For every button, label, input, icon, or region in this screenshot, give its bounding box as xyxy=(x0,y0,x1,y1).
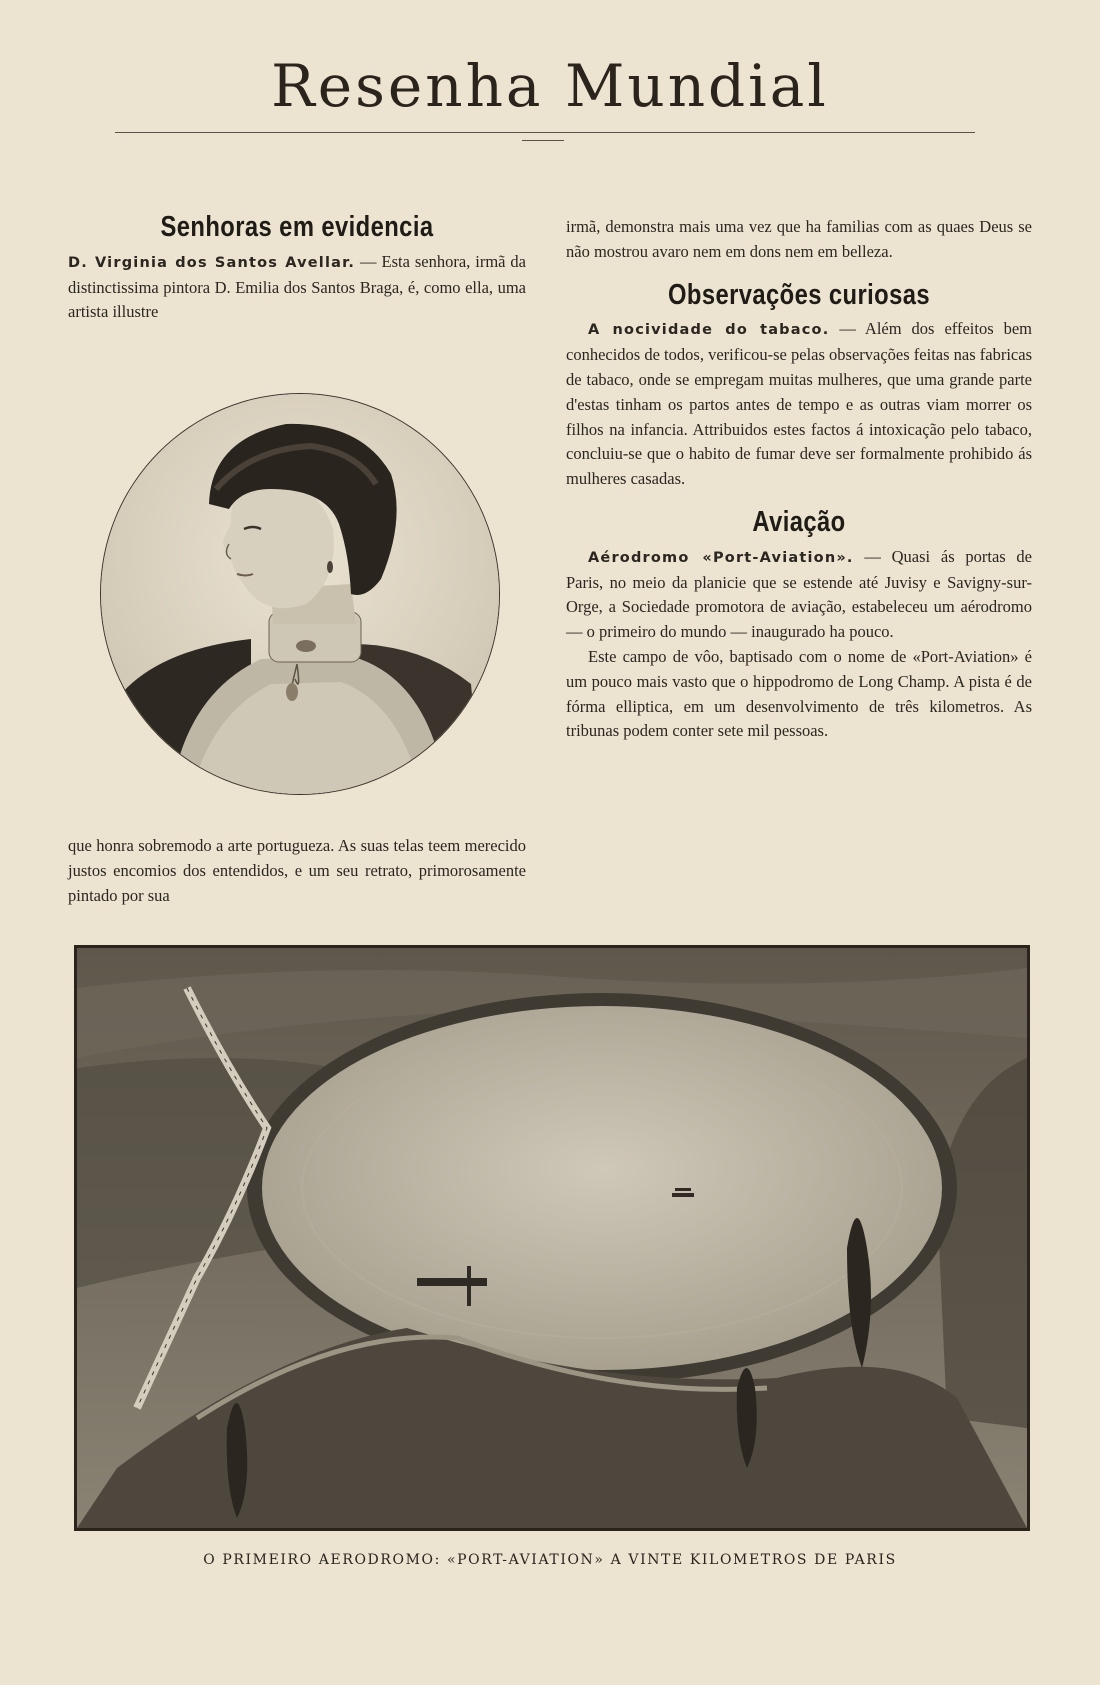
masthead-rule xyxy=(115,132,975,133)
left-column xyxy=(68,211,527,325)
article-text: — Além dos effeitos bem conhecidos de todos, verificou-se pelas observações feitas nas fabricas de tabaco, onde se empregam muitas mulheres, que uma grande parte d'estas tinham os partos antes de tempo e as outras viam morrer os filhos na infancia. Attribuidos estes factos á intoxicação pelo tabaco, concluiu-se que o habito de fumar deve ser formalmente prohibido ás mulheres casadas. xyxy=(566,319,1032,489)
article-text: que honra sobremodo a arte portugueza. As suas telas teem merecido justos encomios dos entendidos, e um seu retrato, primorosamente pintado por sua xyxy=(68,836,526,905)
article-lead-tabaco: A nocividade do tabaco. xyxy=(588,322,830,339)
article-lead-aerodromo: Aérodromo «Port-Aviation». xyxy=(588,549,854,566)
masthead-title: Resenha Mundial xyxy=(271,52,829,120)
section-heading-senhoras: Senhoras em evidencia xyxy=(160,211,434,243)
portrait-image xyxy=(101,394,499,794)
left-column-continued xyxy=(68,834,526,908)
aerodrome-image xyxy=(77,948,1027,1528)
illustration-caption: O PRIMEIRO AERODROMO: «PORT-AVIATION» A VINTE KILOMETROS DE PARIS xyxy=(203,1552,897,1568)
masthead-rule-accent xyxy=(522,140,564,141)
article-continuation: irmã, demonstra mais uma vez que ha familias com as quaes Deus se não mostrou avaro nem em dons nem em belleza. xyxy=(566,217,1032,261)
article-lead-name: D. Virginia dos Santos Avellar. xyxy=(68,254,356,271)
section-heading-observacoes: Observações curiosas xyxy=(667,278,930,311)
article-senhoras-intro xyxy=(68,250,526,325)
article-aerodromo xyxy=(566,545,1032,645)
portrait-photo xyxy=(100,393,500,795)
right-column xyxy=(566,215,1032,744)
article-text: — Esta senhora, irmã da distinctissima pintora D. Emilia dos Santos Braga, é, como ella, uma artista illustre xyxy=(68,251,527,322)
article-tabaco xyxy=(566,317,1032,492)
aerodrome-illustration xyxy=(74,945,1030,1531)
article-aerodromo-2: Este campo de vôo, baptisado com o nome de «Port-Aviation» é um pouco mais vasto que o hippodromo de Long Champ. A pista é de fórma elliptica, em um desenvolvimento de três kilometros. As tribunas podem conter sete mil pessoas. xyxy=(566,646,1032,741)
article-text: — Quasi ás portas de Paris, no meio da planicie que se estende até Juvisy e Savigny-sur-Orge, a Sociedade promotora de aviação, estabeleceu um aérodromo — o primeiro do mundo — inaugurado ha pouco. xyxy=(566,546,1033,642)
section-heading-aviacao: Aviação xyxy=(752,505,846,538)
